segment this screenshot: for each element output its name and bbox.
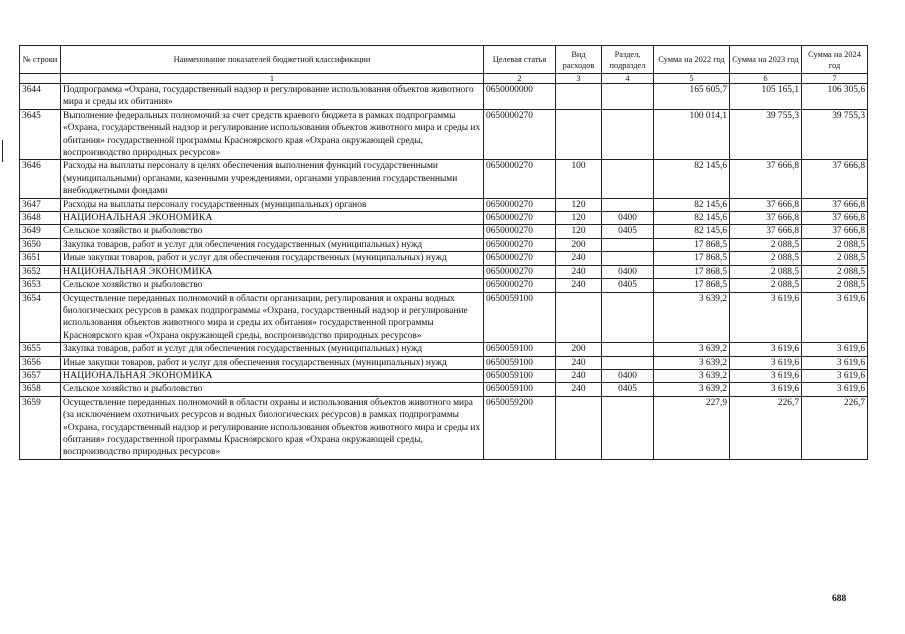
- sum-2023: 105 165,1: [730, 84, 802, 110]
- table-row: [20, 383, 868, 396]
- section-subsection: [602, 84, 654, 110]
- sum-2024: 37 666,8: [802, 225, 868, 238]
- sum-2023: 37 666,8: [730, 212, 802, 225]
- target-article: 0650000270: [484, 279, 556, 292]
- row-number: 3649: [20, 225, 61, 238]
- sum-2023: 37 666,8: [730, 160, 802, 198]
- sum-2022: 100 014,1: [654, 109, 730, 160]
- expense-type: 120: [556, 225, 602, 238]
- section-subsection: [602, 198, 654, 211]
- page-number: 688: [832, 594, 847, 604]
- row-number: 3656: [20, 356, 61, 369]
- expense-type: 240: [556, 265, 602, 278]
- section-subsection: [602, 252, 654, 265]
- header-type: Вид расходов: [556, 46, 602, 74]
- expense-type: [556, 292, 602, 343]
- sum-2024: 37 666,8: [802, 198, 868, 211]
- row-number: 3655: [20, 343, 61, 356]
- expense-type: 120: [556, 212, 602, 225]
- expense-type: 240: [556, 383, 602, 396]
- section-subsection: [602, 292, 654, 343]
- header-row: [20, 46, 868, 74]
- sum-2024: 37 666,8: [802, 212, 868, 225]
- expense-type: 100: [556, 160, 602, 198]
- target-article: 0650000000: [484, 84, 556, 110]
- sum-2024: 3 619,6: [802, 343, 868, 356]
- expense-type: [556, 84, 602, 110]
- sum-2022: 17 868,5: [654, 279, 730, 292]
- table-row: [20, 292, 868, 343]
- section-subsection: 0405: [602, 225, 654, 238]
- expense-type: 200: [556, 238, 602, 251]
- table-row: [20, 343, 868, 356]
- table-row: [20, 84, 868, 110]
- sum-2022: 82 145,6: [654, 198, 730, 211]
- sum-2023: 3 619,6: [730, 356, 802, 369]
- target-article: 0650000270: [484, 252, 556, 265]
- section-subsection: [602, 160, 654, 198]
- section-subsection: 0405: [602, 279, 654, 292]
- sum-2024: 3 619,6: [802, 369, 868, 382]
- sum-2024: 3 619,6: [802, 356, 868, 369]
- sum-2022: 82 145,6: [654, 160, 730, 198]
- header-sum-2022: Сумма на 2022 год: [654, 46, 730, 74]
- indicator-name: Выполнение федеральных полномочий за счет средств краевого бюджета в рамках подпрограммы «Охрана, государственный надзор и регулирование использования объектов животного мира и среды их обитания» государственной программы Красноярского края «Охрана окружающей среды, воспроизводство природных ресурсов»: [61, 109, 484, 160]
- sum-2024: 3 619,6: [802, 292, 868, 343]
- column-number: 5: [654, 74, 730, 84]
- row-number: 3652: [20, 265, 61, 278]
- column-number: 1: [61, 74, 484, 84]
- target-article: 0650059100: [484, 292, 556, 343]
- indicator-name: Осуществление переданных полномочий в области охраны и использования объектов животного мира (за исключением охотничьих ресурсов и водных биологических ресурсов) в рамках подпрограммы «Охрана, государственный надзор и регулирование использования объектов животного мира и среды их обитания» государственной программы Красноярского края «Охрана окружающей среды, воспроизводство природных ресурсов»: [61, 396, 484, 459]
- header-target: Целевая статья: [484, 46, 556, 74]
- section-subsection: [602, 343, 654, 356]
- sum-2023: 3 619,6: [730, 369, 802, 382]
- table-row: [20, 198, 868, 211]
- target-article: 0650000270: [484, 160, 556, 198]
- sum-2022: 17 868,5: [654, 238, 730, 251]
- expense-type: 120: [556, 198, 602, 211]
- section-subsection: [602, 356, 654, 369]
- sum-2023: 3 619,6: [730, 292, 802, 343]
- expense-type: [556, 109, 602, 160]
- table-row: [20, 369, 868, 382]
- sum-2023: 39 755,3: [730, 109, 802, 160]
- sum-2022: 17 868,5: [654, 265, 730, 278]
- expense-type: 240: [556, 252, 602, 265]
- row-number: 3659: [20, 396, 61, 459]
- table-row: [20, 212, 868, 225]
- target-article: 0650059200: [484, 396, 556, 459]
- expense-type: 200: [556, 343, 602, 356]
- sum-2023: 2 088,5: [730, 265, 802, 278]
- header-row-no: № строки: [20, 46, 61, 74]
- sum-2023: 37 666,8: [730, 225, 802, 238]
- indicator-name: Закупка товаров, работ и услуг для обеспечения государственных (муниципальных) нужд: [61, 238, 484, 251]
- sum-2023: 3 619,6: [730, 383, 802, 396]
- row-number: 3644: [20, 84, 61, 110]
- sum-2023: 2 088,5: [730, 252, 802, 265]
- sum-2022: 3 639,2: [654, 383, 730, 396]
- row-number: 3658: [20, 383, 61, 396]
- row-number: 3645: [20, 109, 61, 160]
- table-row: [20, 279, 868, 292]
- target-article: 0650000270: [484, 265, 556, 278]
- target-article: 0650000270: [484, 238, 556, 251]
- row-number: 3646: [20, 160, 61, 198]
- target-article: 0650000270: [484, 225, 556, 238]
- column-number: 7: [802, 74, 868, 84]
- row-number: 3654: [20, 292, 61, 343]
- table-row: [20, 396, 868, 459]
- target-article: 0650059100: [484, 369, 556, 382]
- sum-2022: 3 639,2: [654, 356, 730, 369]
- sum-2024: 2 088,5: [802, 238, 868, 251]
- table-row: [20, 252, 868, 265]
- sum-2024: 2 088,5: [802, 252, 868, 265]
- indicator-name: Иные закупки товаров, работ и услуг для обеспечения государственных (муниципальных) нужд: [61, 252, 484, 265]
- row-number: 3657: [20, 369, 61, 382]
- sum-2022: 17 868,5: [654, 252, 730, 265]
- header-sum-2024: Сумма на 2024 год: [802, 46, 868, 74]
- target-article: 0650000270: [484, 109, 556, 160]
- sum-2022: 82 145,6: [654, 212, 730, 225]
- sum-2024: 37 666,8: [802, 160, 868, 198]
- target-article: 0650000270: [484, 198, 556, 211]
- indicator-name: Расходы на выплаты персоналу государственных (муниципальных) органов: [61, 198, 484, 211]
- column-number: 3: [556, 74, 602, 84]
- indicator-name: НАЦИОНАЛЬНАЯ ЭКОНОМИКА: [61, 369, 484, 382]
- section-subsection: [602, 238, 654, 251]
- indicator-name: Сельское хозяйство и рыболовство: [61, 279, 484, 292]
- indicator-name: Иные закупки товаров, работ и услуг для обеспечения государственных (муниципальных) нужд: [61, 356, 484, 369]
- indicator-name: Подпрограмма «Охрана, государственный надзор и регулирование использования объектов животного мира и среды их обитания»: [61, 84, 484, 110]
- sum-2024: 2 088,5: [802, 265, 868, 278]
- column-number: 4: [602, 74, 654, 84]
- indicator-name: Сельское хозяйство и рыболовство: [61, 225, 484, 238]
- sum-2022: 3 639,2: [654, 369, 730, 382]
- sum-2024: 106 305,6: [802, 84, 868, 110]
- margin-mark: [2, 140, 3, 162]
- row-number: 3647: [20, 198, 61, 211]
- sum-2022: 3 639,2: [654, 343, 730, 356]
- indicator-name: Закупка товаров, работ и услуг для обеспечения государственных (муниципальных) нужд: [61, 343, 484, 356]
- sum-2022: 3 639,2: [654, 292, 730, 343]
- column-number: 6: [730, 74, 802, 84]
- column-number: [20, 74, 61, 84]
- row-number: 3653: [20, 279, 61, 292]
- sum-2024: 39 755,3: [802, 109, 868, 160]
- indicator-name: Осуществление переданных полномочий в области организации, регулирования и охраны водных биологических ресурсов в рамках подпрограммы «Охрана, государственный надзор и регулирование использования объектов животного мира и среды их обитания» государственной программы Красноярского края «Охрана окружающей среды, воспроизводство природных ресурсов»: [61, 292, 484, 343]
- sum-2023: 2 088,5: [730, 279, 802, 292]
- table-row: [20, 238, 868, 251]
- section-subsection: 0400: [602, 212, 654, 225]
- header-section: Раздел, подраздел: [602, 46, 654, 74]
- sum-2023: 2 088,5: [730, 238, 802, 251]
- sum-2023: 37 666,8: [730, 198, 802, 211]
- column-number: 2: [484, 74, 556, 84]
- row-number: 3650: [20, 238, 61, 251]
- row-number: 3651: [20, 252, 61, 265]
- section-subsection: [602, 109, 654, 160]
- target-article: 0650059100: [484, 356, 556, 369]
- target-article: 0650059100: [484, 383, 556, 396]
- expense-type: 240: [556, 369, 602, 382]
- sum-2023: 226,7: [730, 396, 802, 459]
- table-body: [20, 84, 868, 460]
- indicator-name: НАЦИОНАЛЬНАЯ ЭКОНОМИКА: [61, 265, 484, 278]
- header-sum-2023: Сумма на 2023 год: [730, 46, 802, 74]
- table-row: [20, 225, 868, 238]
- sum-2024: 2 088,5: [802, 279, 868, 292]
- indicator-name: Сельское хозяйство и рыболовство: [61, 383, 484, 396]
- section-subsection: [602, 396, 654, 459]
- indicator-name: НАЦИОНАЛЬНАЯ ЭКОНОМИКА: [61, 212, 484, 225]
- sum-2022: 165 605,7: [654, 84, 730, 110]
- sum-2024: 3 619,6: [802, 383, 868, 396]
- section-subsection: 0400: [602, 265, 654, 278]
- table-row: [20, 109, 868, 160]
- target-article: 0650000270: [484, 212, 556, 225]
- section-subsection: 0405: [602, 383, 654, 396]
- table-row: [20, 160, 868, 198]
- sum-2022: 227,9: [654, 396, 730, 459]
- table-row: [20, 265, 868, 278]
- expense-type: 240: [556, 356, 602, 369]
- column-number-row: [20, 74, 868, 84]
- budget-table: [19, 45, 868, 460]
- sum-2022: 82 145,6: [654, 225, 730, 238]
- sum-2024: 226,7: [802, 396, 868, 459]
- row-number: 3648: [20, 212, 61, 225]
- section-subsection: 0400: [602, 369, 654, 382]
- expense-type: 240: [556, 279, 602, 292]
- sum-2023: 3 619,6: [730, 343, 802, 356]
- header-name: Наименование показателей бюджетной классификации: [61, 46, 484, 74]
- indicator-name: Расходы на выплаты персоналу в целях обеспечения выполнения функций государственными (муниципальными) органами, казенными учреждениями, органами управления государственными внебюджетными фондами: [61, 160, 484, 198]
- table-row: [20, 356, 868, 369]
- target-article: 0650059100: [484, 343, 556, 356]
- expense-type: [556, 396, 602, 459]
